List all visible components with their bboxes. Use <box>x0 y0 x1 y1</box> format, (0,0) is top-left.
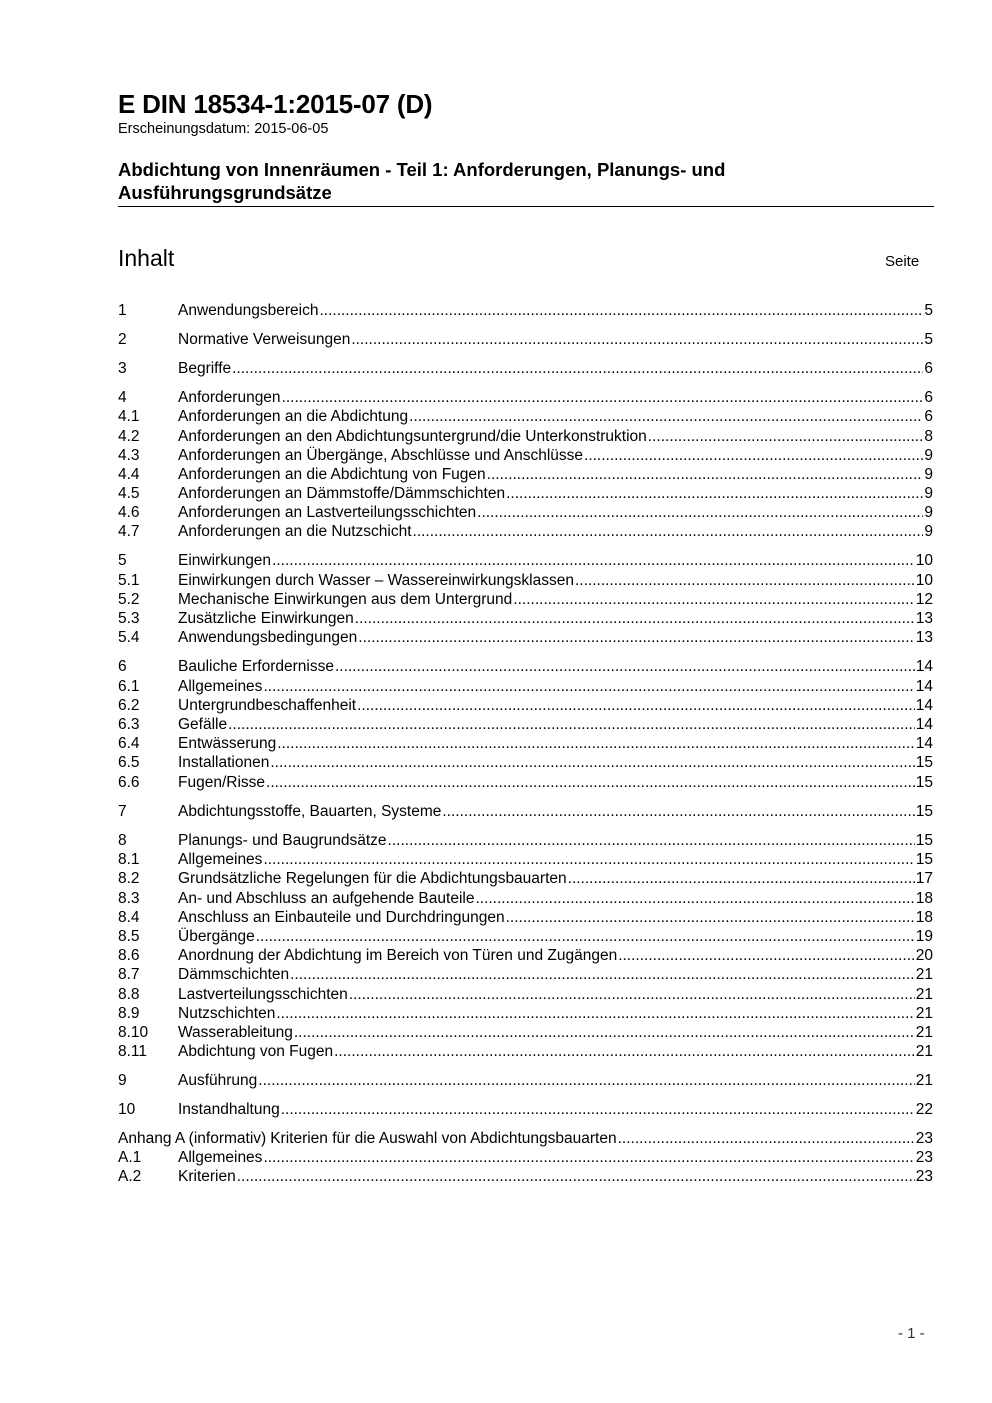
toc-entry-title: Anwendungsbedingungen <box>178 629 358 646</box>
toc-entry-page: 5 <box>924 302 933 319</box>
toc-entry-title: Anforderungen an den Abdichtungsuntergrund/die Unterkonstruktion <box>178 428 647 445</box>
toc-entry-page: 10 <box>915 552 933 569</box>
toc-entry-number: Anhang A (informativ) <box>118 1130 267 1147</box>
toc-entry-page: 18 <box>915 909 933 926</box>
toc-entry-title: Allgemeines <box>178 1149 263 1166</box>
toc-entry-page: 17 <box>915 870 933 887</box>
header-divider <box>118 206 934 207</box>
toc-entry[interactable] <box>118 657 933 676</box>
toc-entry-title: Anforderungen an Dämmstoffe/Dämmschichten <box>178 485 506 502</box>
toc-entry-title: Kriterien für die Auswahl von Abdichtungsbauarten <box>270 1130 617 1147</box>
toc-entry-page: 12 <box>915 591 933 608</box>
toc-entry[interactable] <box>118 773 933 792</box>
toc-dot-leader <box>409 407 923 426</box>
toc-entry-title: Einwirkungen <box>178 552 272 569</box>
toc-entry-title: Instandhaltung <box>178 1101 280 1118</box>
toc-entry[interactable] <box>118 522 933 541</box>
toc-entry[interactable] <box>118 571 933 590</box>
toc-entry-page: 14 <box>915 678 933 695</box>
toc-entry[interactable] <box>118 715 933 734</box>
toc-entry-title: Anforderungen <box>178 389 281 406</box>
toc-dot-leader <box>442 802 914 821</box>
toc-entry-number: 4.2 <box>118 428 140 445</box>
toc-dot-leader <box>475 889 914 908</box>
toc-entry-number: 5 <box>118 552 127 569</box>
toc-entry[interactable] <box>118 946 933 965</box>
toc-entry[interactable] <box>118 1100 933 1119</box>
toc-entry-number: 4 <box>118 389 127 406</box>
toc-entry[interactable] <box>118 388 933 407</box>
toc-entry[interactable] <box>118 465 933 484</box>
toc-entry-number: 8.3 <box>118 890 140 907</box>
toc-dot-leader <box>388 831 915 850</box>
toc-entry-title: Gefälle <box>178 716 228 733</box>
toc-entry[interactable] <box>118 869 933 888</box>
toc-entry-title: Normative Verweisungen <box>178 331 351 348</box>
toc-entry-number: 8.8 <box>118 986 140 1003</box>
toc-entry-title: Mechanische Einwirkungen aus dem Untergrund <box>178 591 513 608</box>
toc-entry-number: 8.2 <box>118 870 140 887</box>
document-title: E DIN 18534-1:2015-07 (D) <box>118 89 433 119</box>
toc-entry-number: 6 <box>118 658 127 675</box>
toc-dot-leader <box>413 522 924 541</box>
toc-entry-page: 14 <box>915 697 933 714</box>
toc-dot-leader <box>334 1042 915 1061</box>
toc-entry-number: 4.3 <box>118 447 140 464</box>
toc-entry-page: 8 <box>924 428 933 445</box>
toc-dot-leader <box>618 1129 915 1148</box>
toc-entry-page: 6 <box>924 360 933 377</box>
toc-entry-number: 5.4 <box>118 629 140 646</box>
toc-entry-number: A.2 <box>118 1168 142 1185</box>
toc-entry-page: 15 <box>915 803 933 820</box>
publication-date: Erscheinungsdatum: 2015-06-05 <box>118 121 329 137</box>
toc-dot-leader <box>513 590 914 609</box>
toc-entry[interactable] <box>118 927 933 946</box>
toc-entry-number: 1 <box>118 302 127 319</box>
toc-entry[interactable] <box>118 850 933 869</box>
toc-entry-page: 9 <box>924 466 933 483</box>
toc-entry[interactable] <box>118 802 933 821</box>
toc-entry[interactable] <box>118 484 933 503</box>
toc-entry-title: An- und Abschluss an aufgehende Bauteile <box>178 890 475 907</box>
toc-entry-number: 2 <box>118 331 127 348</box>
toc-entry-title: Einwirkungen durch Wasser – Wassereinwirkungsklassen <box>178 572 574 589</box>
toc-entry-page: 13 <box>915 629 933 646</box>
toc-entry-title: Abdichtungsstoffe, Bauarten, Systeme <box>178 803 442 820</box>
toc-entry-number: 6.6 <box>118 774 140 791</box>
toc-entry[interactable] <box>118 889 933 908</box>
toc-dot-leader <box>258 1071 914 1090</box>
page-number: - 1 - <box>898 1325 925 1342</box>
toc-dot-leader <box>477 503 923 522</box>
toc-heading: Inhalt <box>118 245 175 271</box>
toc-dot-leader <box>506 484 923 503</box>
toc-entry-page: 21 <box>915 966 933 983</box>
toc-entry-title: Untergrundbeschaffenheit <box>178 697 357 714</box>
toc-dot-leader <box>319 301 923 320</box>
toc-entry-number: 5.1 <box>118 572 140 589</box>
toc-entry-number: 5.2 <box>118 591 140 608</box>
toc-entry-page: 21 <box>915 1043 933 1060</box>
toc-entry-number: 8.5 <box>118 928 140 945</box>
toc-entry[interactable] <box>118 965 933 984</box>
toc-entry-title: Bauliche Erfordernisse <box>178 658 334 675</box>
toc-dot-leader <box>276 1004 914 1023</box>
toc-entry-page: 19 <box>915 928 933 945</box>
toc-dot-leader <box>357 696 915 715</box>
toc-entry-number: 8.9 <box>118 1005 140 1022</box>
toc-entry-title: Allgemeines <box>178 678 263 695</box>
toc-entry[interactable] <box>118 503 933 522</box>
toc-entry-page: 23 <box>915 1130 933 1147</box>
toc-entry-number: 3 <box>118 360 127 377</box>
toc-entry-number: 6.5 <box>118 754 140 771</box>
toc-entry[interactable] <box>118 696 933 715</box>
toc-entry-title: Kriterien <box>178 1168 236 1185</box>
toc-dot-leader <box>648 427 924 446</box>
toc-entry-page: 15 <box>915 754 933 771</box>
toc-entry[interactable] <box>118 628 933 647</box>
toc-entry-number: 4.5 <box>118 485 140 502</box>
toc-entry-title: Anforderungen an die Nutzschicht <box>178 523 412 540</box>
toc-entry-number: 8.7 <box>118 966 140 983</box>
toc-entry-title: Installationen <box>178 754 270 771</box>
toc-entry-title: Begriffe <box>178 360 232 377</box>
toc-entry-title: Anforderungen an die Abdichtung <box>178 408 409 425</box>
toc-entry-title: Grundsätzliche Regelungen für die Abdichtungsbauarten <box>178 870 567 887</box>
toc-dot-leader <box>335 657 915 676</box>
toc-dot-leader <box>568 869 915 888</box>
toc-entry-title: Planungs- und Baugrundsätze <box>178 832 387 849</box>
toc-entry[interactable] <box>118 407 933 426</box>
toc-entry[interactable] <box>118 1167 933 1186</box>
toc-entry-number: 9 <box>118 1072 127 1089</box>
toc-entry-page: 23 <box>915 1168 933 1185</box>
toc-entry-page: 21 <box>915 1024 933 1041</box>
toc-dot-leader <box>237 1167 915 1186</box>
toc-entry-title: Anordnung der Abdichtung im Bereich von Türen und Zugängen <box>178 947 618 964</box>
toc-dot-leader <box>272 551 915 570</box>
toc-dot-leader <box>618 946 915 965</box>
toc-dot-leader <box>358 628 914 647</box>
toc-dot-leader <box>584 446 923 465</box>
toc-entry-page: 5 <box>924 331 933 348</box>
toc-entry[interactable] <box>118 1148 933 1167</box>
toc-entry[interactable] <box>118 330 933 349</box>
toc-dot-leader <box>290 965 915 984</box>
toc-entry[interactable] <box>118 359 933 378</box>
toc-entry-page: 21 <box>915 1005 933 1022</box>
toc-dot-leader <box>487 465 924 484</box>
toc-entry-page: 21 <box>915 986 933 1003</box>
toc-entry-page: 13 <box>915 610 933 627</box>
toc-entry-title: Anschluss an Einbauteile und Durchdringungen <box>178 909 505 926</box>
toc-entry-title: Anforderungen an Lastverteilungsschichten <box>178 504 477 521</box>
toc-entry[interactable] <box>118 446 933 465</box>
toc-dot-leader <box>349 985 915 1004</box>
toc-dot-leader <box>232 359 923 378</box>
toc-entry-page: 14 <box>915 735 933 752</box>
toc-entry-page: 9 <box>924 485 933 502</box>
toc-dot-leader <box>277 734 915 753</box>
toc-dot-leader <box>263 850 914 869</box>
toc-entry-number: 4.1 <box>118 408 140 425</box>
toc-entry[interactable] <box>118 609 933 628</box>
toc-dot-leader <box>228 715 915 734</box>
toc-entry-number: 4.7 <box>118 523 140 540</box>
document-subtitle: Abdichtung von Innenräumen - Teil 1: Anforderungen, Planungs- und Ausführungsgrundsätze <box>118 159 726 203</box>
toc-dot-leader <box>355 609 915 628</box>
toc-entry-title: Ausführung <box>178 1072 258 1089</box>
toc-entry-title: Nutzschichten <box>178 1005 276 1022</box>
toc-entry-number: A.1 <box>118 1149 142 1166</box>
toc-entry[interactable] <box>118 985 933 1004</box>
toc-dot-leader <box>263 1148 914 1167</box>
toc-page-column-label: Seite <box>885 253 920 270</box>
toc-entry-number: 7 <box>118 803 127 820</box>
toc-entry[interactable] <box>118 908 933 927</box>
toc-entry-number: 6.1 <box>118 678 140 695</box>
toc-entry-number: 8 <box>118 832 127 849</box>
toc-entry-page: 20 <box>915 947 933 964</box>
toc-entry-number: 8.6 <box>118 947 140 964</box>
toc-entry-page: 21 <box>915 1072 933 1089</box>
toc-entry[interactable] <box>118 427 933 446</box>
toc-dot-leader <box>263 677 914 696</box>
toc-entry-title: Anwendungsbereich <box>178 302 319 319</box>
toc-dot-leader <box>281 1100 915 1119</box>
toc-entry-page: 14 <box>915 658 933 675</box>
toc-entry-title: Zusätzliche Einwirkungen <box>178 610 354 627</box>
toc-entry-page: 23 <box>915 1149 933 1166</box>
toc-entry-title: Dämmschichten <box>178 966 290 983</box>
toc-entry-page: 6 <box>924 389 933 406</box>
toc-entry-number: 8.1 <box>118 851 140 868</box>
toc-entry-title: Wasserableitung <box>178 1024 293 1041</box>
toc-entry-title: Fugen/Risse <box>178 774 266 791</box>
toc-dot-leader <box>294 1023 915 1042</box>
toc-entry-number: 6.2 <box>118 697 140 714</box>
toc-entry-page: 9 <box>924 523 933 540</box>
toc-entry-number: 6.4 <box>118 735 140 752</box>
toc-entry[interactable] <box>118 590 933 609</box>
toc-entry-title: Allgemeines <box>178 851 263 868</box>
toc-entry[interactable] <box>118 1071 933 1090</box>
toc-entry-title: Abdichtung von Fugen <box>178 1043 334 1060</box>
toc-entry[interactable] <box>118 1042 933 1061</box>
toc-entry-page: 9 <box>924 504 933 521</box>
toc-entry[interactable] <box>118 831 933 850</box>
toc-entry[interactable] <box>118 1023 933 1042</box>
toc-dot-leader <box>270 753 914 772</box>
toc-entry-number: 4.4 <box>118 466 140 483</box>
toc-entry-page: 18 <box>915 890 933 907</box>
toc-dot-leader <box>256 927 915 946</box>
toc-entry[interactable] <box>118 753 933 772</box>
toc-entry-number: 10 <box>118 1101 136 1118</box>
toc-entry-page: 10 <box>915 572 933 589</box>
toc-entry[interactable] <box>118 551 933 570</box>
toc-entry-title: Anforderungen an Übergänge, Abschlüsse und Anschlüsse <box>178 447 584 464</box>
toc-entry-number: 4.6 <box>118 504 140 521</box>
toc-entry-title: Lastverteilungsschichten <box>178 986 348 1003</box>
toc-entry[interactable] <box>118 1004 933 1023</box>
toc-entry-number: 6.3 <box>118 716 140 733</box>
toc-entry-page: 14 <box>915 716 933 733</box>
toc-entry-number: 8.11 <box>118 1043 148 1060</box>
toc-entry-page: 15 <box>915 774 933 791</box>
toc-entry-page: 15 <box>915 851 933 868</box>
toc-entry[interactable] <box>118 677 933 696</box>
toc-entry-title: Entwässerung <box>178 735 277 752</box>
toc-dot-leader <box>266 773 915 792</box>
toc-entry-page: 6 <box>924 408 933 425</box>
toc-entry-title: Anforderungen an die Abdichtung von Fugen <box>178 466 486 483</box>
toc-dot-leader <box>282 388 924 407</box>
toc-entry[interactable] <box>118 734 933 753</box>
toc-dot-leader <box>351 330 923 349</box>
toc-entry-number: 5.3 <box>118 610 140 627</box>
toc-entry-page: 15 <box>915 832 933 849</box>
toc-entry-page: 9 <box>924 447 933 464</box>
toc-entry-number: 8.10 <box>118 1024 149 1041</box>
toc-entry-title: Übergänge <box>178 928 255 945</box>
toc-dot-leader <box>506 908 915 927</box>
toc-entry-page: 22 <box>915 1101 933 1118</box>
toc-dot-leader <box>575 571 915 590</box>
toc-entry[interactable] <box>118 1129 933 1148</box>
toc-entry-number: 8.4 <box>118 909 140 926</box>
toc-entry[interactable] <box>118 301 933 320</box>
